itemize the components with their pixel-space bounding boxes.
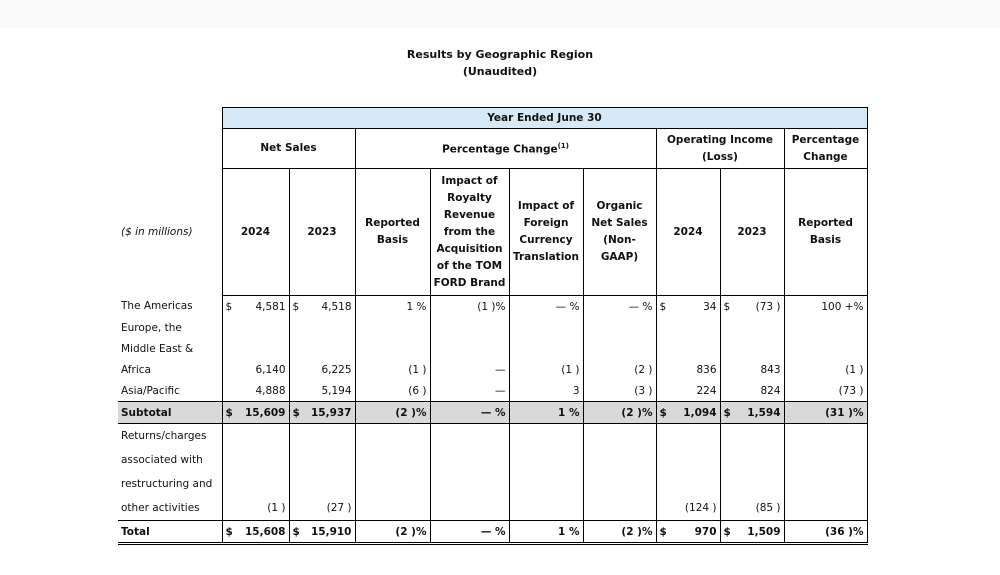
year-header-row — [118, 108, 867, 129]
net-sales-2024-value: 15,609 — [244, 406, 286, 419]
reported-basis-right-header: Reported Basis — [784, 169, 867, 296]
footnote-marker: (1) — [557, 142, 569, 151]
organic-value: — % — [583, 296, 656, 318]
net-sales-2024-header: 2024 — [222, 169, 289, 296]
currency-symbol: $ — [292, 300, 300, 313]
reported-basis-value: (6 ) — [355, 380, 430, 402]
table-row — [118, 380, 867, 402]
table-row — [118, 359, 867, 380]
row-label-line: Europe, the — [121, 321, 182, 334]
operating-income-2023-value: 1,594 — [747, 406, 781, 419]
table-row — [118, 472, 867, 496]
operating-income-2023-value: 843 — [720, 359, 784, 380]
reported-basis-value: 1 % — [355, 296, 430, 318]
total-row — [118, 521, 867, 544]
fx-impact-value: 1 % — [509, 521, 583, 544]
organic-net-sales-header: Organic Net Sales (Non-GAAP) — [583, 169, 656, 296]
net-sales-2024-value: 15,608 — [244, 525, 286, 538]
percentage-change-value: (31 )% — [784, 402, 867, 424]
net-sales-2023-value: (27 ) — [289, 496, 355, 521]
royalty-impact-value: — % — [430, 402, 509, 424]
row-label-line: restructuring and — [121, 478, 213, 490]
organic-value: (3 ) — [583, 380, 656, 402]
operating-income-2024-value: 34 — [703, 300, 717, 313]
organic-value: (2 )% — [583, 521, 656, 544]
subtotal-row — [118, 402, 867, 424]
net-sales-2024-value: 6,140 — [222, 359, 289, 380]
percentage-change-value: 100 +% — [784, 296, 867, 318]
net-sales-2023-value: 5,194 — [289, 380, 355, 402]
operating-income-2023-value: 1,509 — [747, 525, 781, 538]
row-label-line: Returns/charges — [121, 430, 207, 442]
net-sales-2024-value: 4,581 — [255, 300, 286, 313]
table-row — [118, 448, 867, 472]
operating-income-2023-value: (73 ) — [755, 300, 781, 313]
operating-income-2024-value: 970 — [694, 525, 717, 538]
operating-income-header: Operating Income (Loss) — [656, 129, 784, 169]
net-sales-2024-value: 4,888 — [222, 380, 289, 402]
currency-symbol: $ — [723, 300, 731, 313]
reported-basis-header: Reported Basis — [355, 169, 430, 296]
net-sales-2023-value: 6,225 — [289, 359, 355, 380]
currency-symbol: $ — [292, 525, 300, 538]
blank-cell — [118, 108, 222, 129]
royalty-impact-header: Impact of Royalty Revenue from the Acquisition of the TOM FORD Brand — [430, 169, 509, 296]
currency-symbol: $ — [659, 406, 667, 419]
row-label: Subtotal — [118, 402, 222, 424]
net-sales-2023-value: 15,937 — [310, 406, 352, 419]
geographic-results-table — [118, 107, 868, 545]
row-label: Total — [118, 521, 222, 544]
royalty-impact-value: — % — [430, 521, 509, 544]
row-label-line: associated with — [121, 454, 203, 466]
organic-value: (2 ) — [583, 359, 656, 380]
row-label: The Americas — [121, 300, 193, 313]
fx-impact-value: 1 % — [509, 402, 583, 424]
row-label-line: Africa — [121, 363, 151, 376]
reported-basis-value: (2 )% — [355, 521, 430, 544]
operating-income-2024-value: 1,094 — [683, 406, 717, 419]
table-row — [118, 424, 867, 449]
organic-value: (2 )% — [583, 402, 656, 424]
royalty-impact-value: — — [430, 359, 509, 380]
table-row — [118, 338, 867, 359]
fx-impact-value: 3 — [509, 380, 583, 402]
net-sales-2023-value: 15,910 — [310, 525, 352, 538]
year-header: Year Ended June 30 — [222, 108, 867, 129]
operating-income-2024-value: 224 — [656, 380, 720, 402]
fx-impact-value: — % — [509, 296, 583, 318]
row-label-line: Middle East & — [121, 342, 194, 355]
currency-symbol: $ — [225, 406, 233, 419]
percentage-change-value: (1 ) — [784, 359, 867, 380]
row-label: Asia/Pacific — [121, 384, 180, 397]
currency-symbol: $ — [723, 525, 731, 538]
currency-symbol: $ — [723, 406, 731, 419]
operating-income-2024-value: 836 — [656, 359, 720, 380]
net-sales-2023-value: 4,518 — [321, 300, 352, 313]
net-sales-header: Net Sales — [222, 129, 355, 169]
operating-income-2024-value: (124 ) — [656, 496, 720, 521]
net-sales-2024-value: (1 ) — [222, 496, 289, 521]
group-header-row — [118, 129, 867, 169]
operating-income-2023-header: 2023 — [720, 169, 784, 296]
report-title: Results by Geographic Region — [406, 48, 594, 61]
units-label: ($ in millions) — [121, 226, 193, 238]
operating-income-2023-value: 824 — [720, 380, 784, 402]
table-row — [118, 317, 867, 338]
percentage-change-header: Percentage Change$^{(1)}$ — [355, 129, 656, 169]
fx-impact-header: Impact of Foreign Currency Translation — [509, 169, 583, 296]
column-header-row — [118, 169, 867, 296]
percentage-change-right-header: Percentage Change — [784, 129, 867, 169]
row-label-line: other activities — [121, 502, 200, 514]
table-row — [118, 296, 867, 318]
percentage-change-value: (36 )% — [784, 521, 867, 544]
report-subtitle: (Unaudited) — [462, 65, 538, 78]
reported-basis-value: (2 )% — [355, 402, 430, 424]
table-row — [118, 496, 867, 521]
fx-impact-value: (1 ) — [509, 359, 583, 380]
operating-income-2023-value: (85 ) — [720, 496, 784, 521]
currency-symbol: $ — [659, 525, 667, 538]
currency-symbol: $ — [292, 406, 300, 419]
percentage-change-value: (73 ) — [784, 380, 867, 402]
royalty-impact-value: — — [430, 380, 509, 402]
reported-basis-value: (1 ) — [355, 359, 430, 380]
currency-symbol: $ — [225, 300, 233, 313]
net-sales-2023-header: 2023 — [289, 169, 355, 296]
top-band — [0, 0, 1000, 28]
currency-symbol: $ — [659, 300, 667, 313]
operating-income-2024-header: 2024 — [656, 169, 720, 296]
royalty-impact-value: (1 )% — [430, 296, 509, 318]
currency-symbol: $ — [225, 525, 233, 538]
blank-cell — [118, 129, 222, 169]
